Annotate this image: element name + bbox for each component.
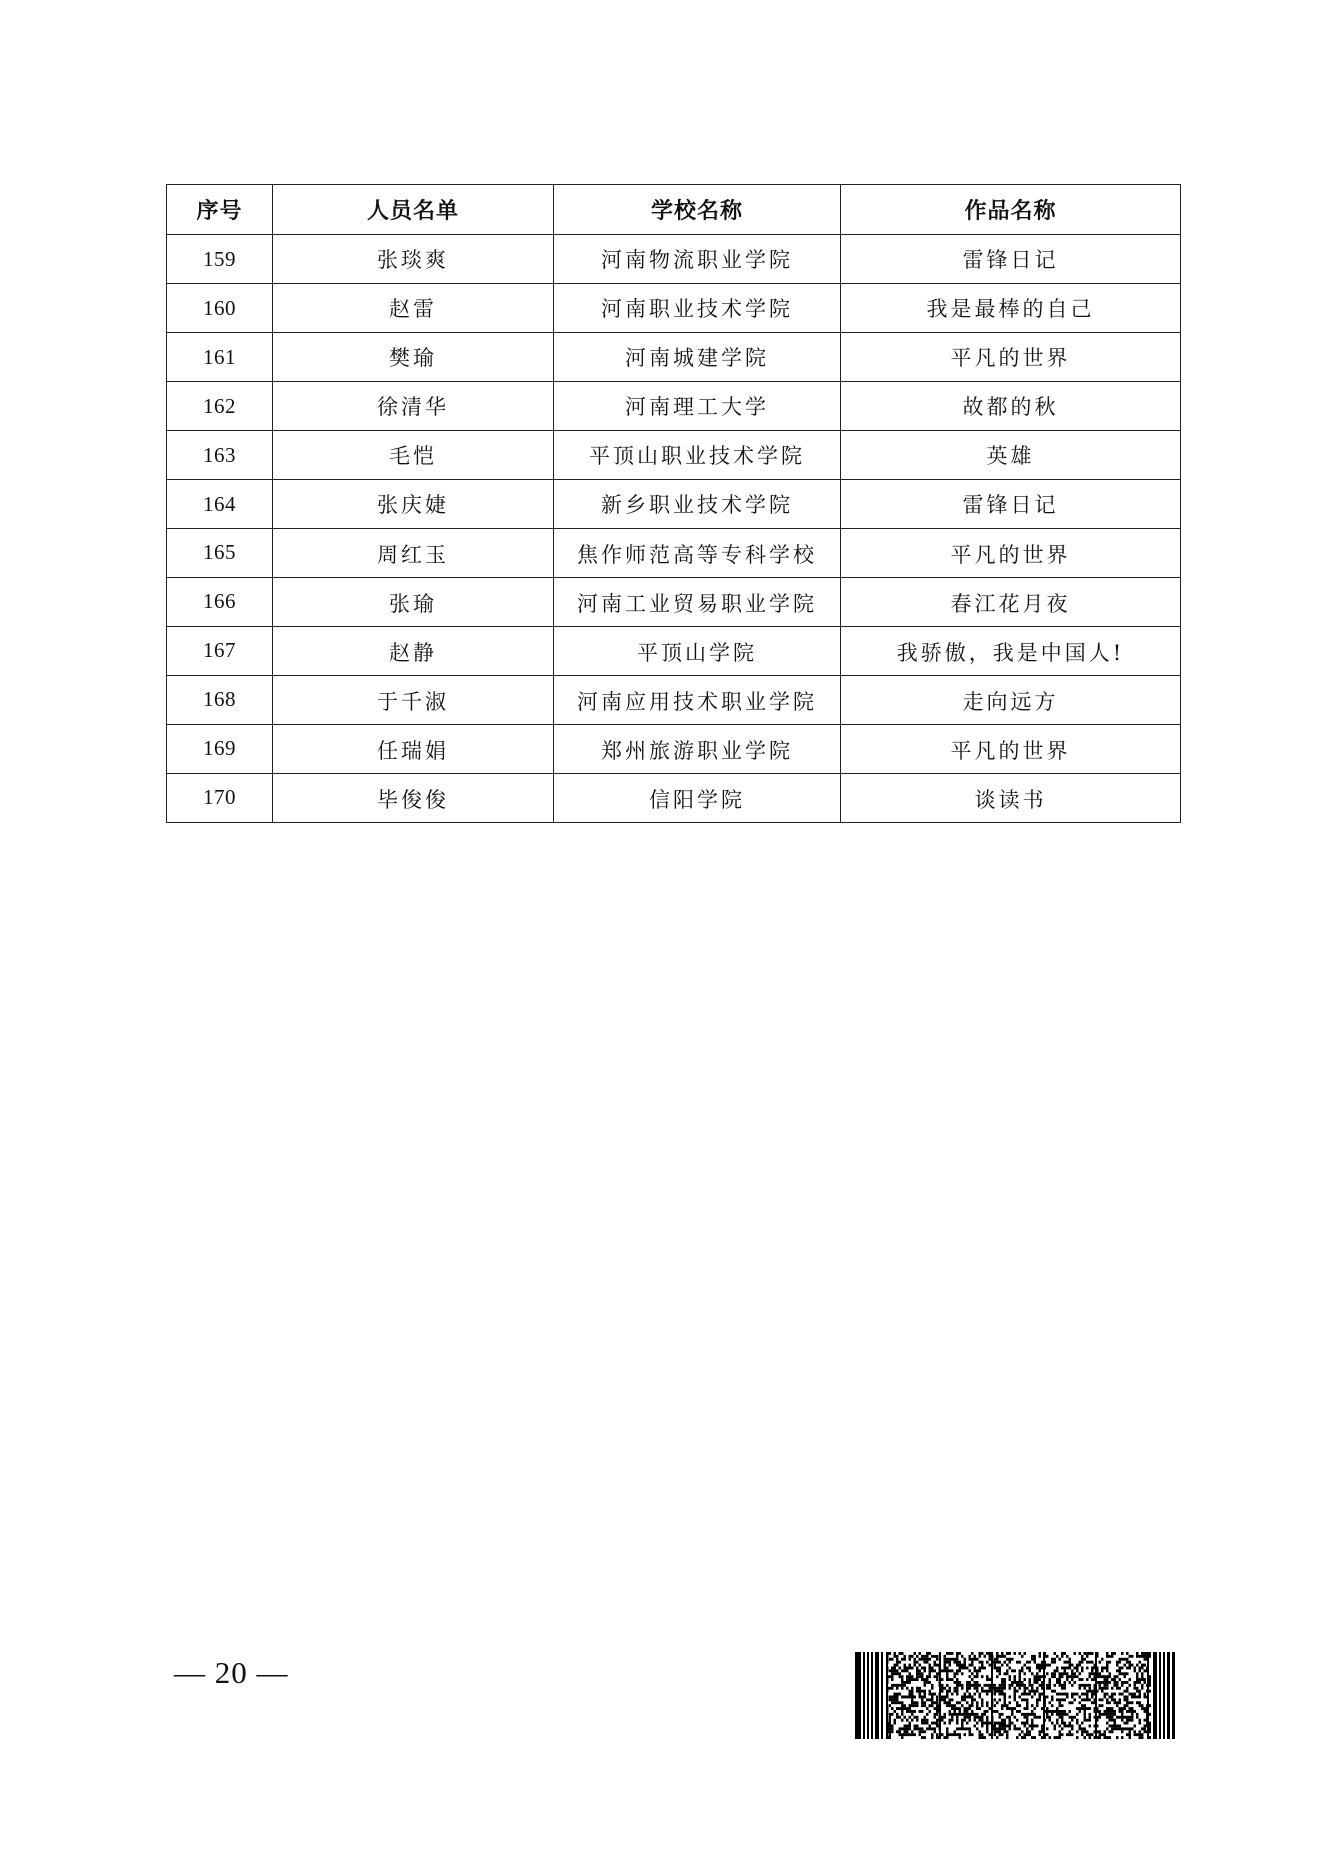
cell-serial-number: 169	[167, 725, 273, 774]
cell-person-name: 周红玉	[273, 529, 554, 578]
cell-work-title: 雷锋日记	[841, 480, 1181, 529]
cell-work-title: 英雄	[841, 431, 1181, 480]
cell-person-name: 张瑜	[273, 578, 554, 627]
cell-work-title: 走向远方	[841, 676, 1181, 725]
cell-serial-number: 161	[167, 333, 273, 382]
table-row	[167, 382, 1181, 431]
table-row	[167, 284, 1181, 333]
header-row	[167, 185, 1181, 235]
cell-person-name: 徐清华	[273, 382, 554, 431]
cell-school-name: 河南城建学院	[554, 333, 841, 382]
barcode-image	[855, 1652, 1175, 1739]
header-serial-number: 序号	[167, 185, 273, 235]
cell-work-title: 平凡的世界	[841, 725, 1181, 774]
cell-person-name: 张庆婕	[273, 480, 554, 529]
cell-person-name: 毕俊俊	[273, 774, 554, 823]
cell-person-name: 张琰爽	[273, 235, 554, 284]
header-work-title: 作品名称	[841, 185, 1181, 235]
table-row	[167, 235, 1181, 284]
cell-work-title: 平凡的世界	[841, 529, 1181, 578]
cell-school-name: 河南应用技术职业学院	[554, 676, 841, 725]
cell-person-name: 任瑞娟	[273, 725, 554, 774]
cell-school-name: 信阳学院	[554, 774, 841, 823]
cell-serial-number: 163	[167, 431, 273, 480]
table-row	[167, 578, 1181, 627]
cell-person-name: 樊瑜	[273, 333, 554, 382]
table-body	[167, 235, 1181, 823]
cell-school-name: 河南工业贸易职业学院	[554, 578, 841, 627]
cell-school-name: 河南物流职业学院	[554, 235, 841, 284]
cell-serial-number: 162	[167, 382, 273, 431]
table-row	[167, 774, 1181, 823]
cell-serial-number: 164	[167, 480, 273, 529]
cell-serial-number: 165	[167, 529, 273, 578]
header-school-name: 学校名称	[554, 185, 841, 235]
table-row	[167, 627, 1181, 676]
cell-work-title: 平凡的世界	[841, 333, 1181, 382]
cell-school-name: 郑州旅游职业学院	[554, 725, 841, 774]
cell-work-title: 我骄傲，我是中国人!	[841, 627, 1181, 676]
cell-school-name: 河南职业技术学院	[554, 284, 841, 333]
page-number: — 20 —	[174, 1655, 289, 1690]
table-row	[167, 480, 1181, 529]
cell-serial-number: 166	[167, 578, 273, 627]
cell-school-name: 新乡职业技术学院	[554, 480, 841, 529]
cell-person-name: 毛恺	[273, 431, 554, 480]
cell-work-title: 春江花月夜	[841, 578, 1181, 627]
cell-work-title: 谈读书	[841, 774, 1181, 823]
table-row	[167, 725, 1181, 774]
cell-work-title: 我是最棒的自己	[841, 284, 1181, 333]
cell-serial-number: 168	[167, 676, 273, 725]
cell-school-name: 平顶山职业技术学院	[554, 431, 841, 480]
header-person-name: 人员名单	[273, 185, 554, 235]
table-row	[167, 431, 1181, 480]
cell-person-name: 赵静	[273, 627, 554, 676]
cell-serial-number: 167	[167, 627, 273, 676]
cell-serial-number: 159	[167, 235, 273, 284]
cell-serial-number: 160	[167, 284, 273, 333]
cell-work-title: 雷锋日记	[841, 235, 1181, 284]
roster-table	[166, 184, 1181, 823]
table-header	[167, 185, 1181, 235]
cell-school-name: 河南理工大学	[554, 382, 841, 431]
table-row	[167, 529, 1181, 578]
table-row	[167, 333, 1181, 382]
cell-school-name: 平顶山学院	[554, 627, 841, 676]
cell-serial-number: 170	[167, 774, 273, 823]
roster-table-container	[166, 184, 1180, 823]
cell-work-title: 故都的秋	[841, 382, 1181, 431]
cell-person-name: 赵雷	[273, 284, 554, 333]
cell-school-name: 焦作师范高等专科学校	[554, 529, 841, 578]
table-row	[167, 676, 1181, 725]
cell-person-name: 于千淑	[273, 676, 554, 725]
